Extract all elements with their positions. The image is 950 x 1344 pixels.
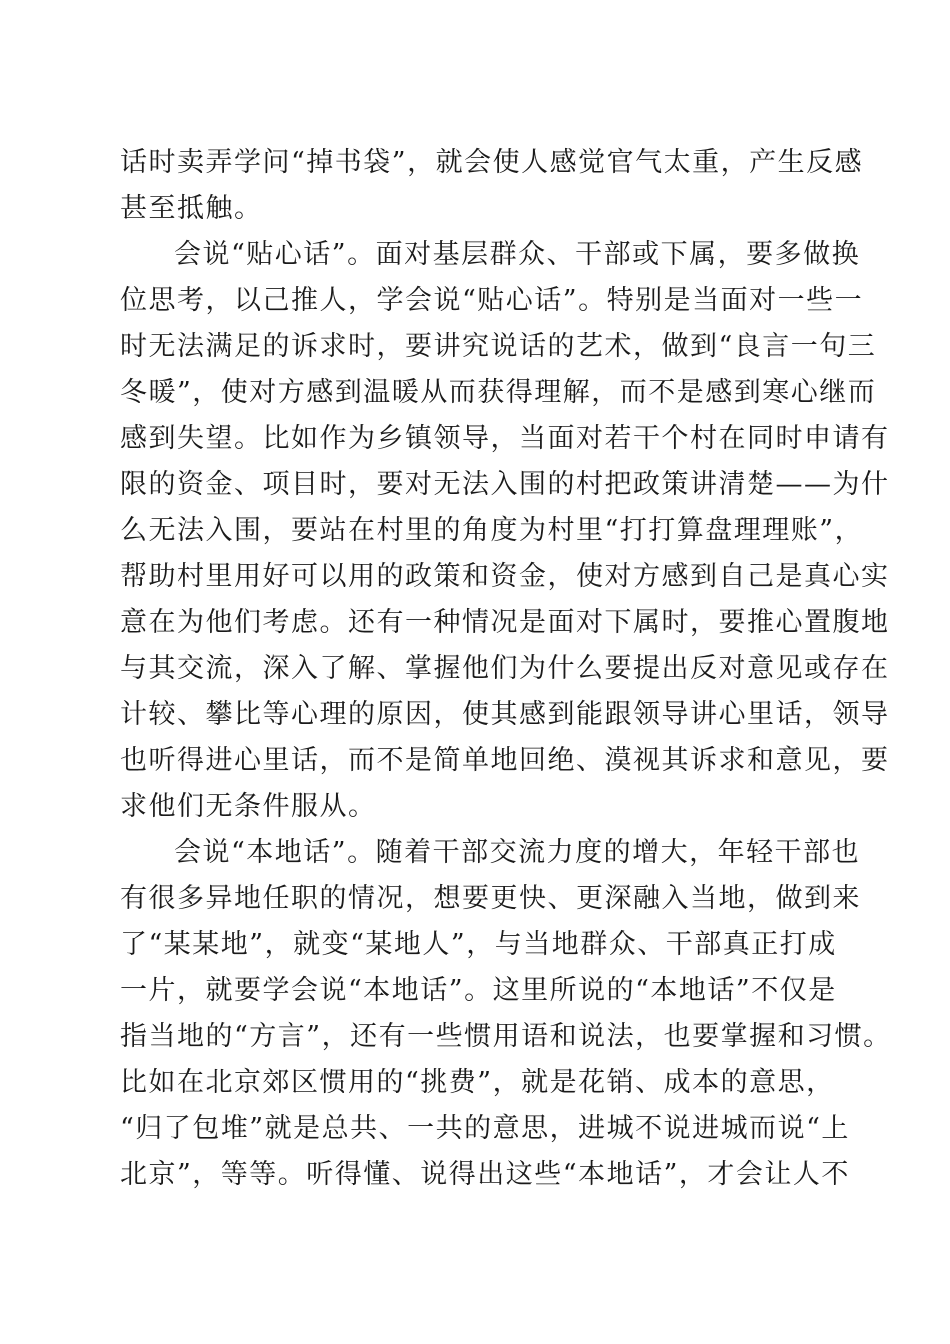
text-line: 指当地的“方言”，还有一些惯用语和说法，也要掌握和习惯。 bbox=[120, 1021, 892, 1052]
text-line: 了“某某地”，就变“某地人”，与当地群众、干部真正打成 bbox=[120, 929, 837, 960]
text-line: 限的资金、项目时，要对无法入围的村把政策讲清楚——为什 bbox=[120, 469, 890, 500]
text-line: 有很多异地任职的情况，想要更快、更深融入当地，做到来 bbox=[120, 883, 861, 914]
text-line: 位思考，以己推人，学会说“贴心话”。特别是当面对一些一 bbox=[120, 285, 864, 316]
text-line: 感到失望。比如作为乡镇领导，当面对若干个村在同时申请有 bbox=[120, 423, 890, 454]
text-line: 么无法入围，要站在村里的角度为村里“打打算盘理理账”， bbox=[120, 515, 864, 546]
text-line: 帮助村里用好可以用的政策和资金，使对方感到自己是真心实 bbox=[120, 561, 890, 592]
text-line: 也听得进心里话，而不是简单地回绝、漠视其诉求和意见，要 bbox=[120, 745, 890, 776]
text-line: 话时卖弄学问“掉书袋”，就会使人感觉官气太重，产生反感 bbox=[120, 147, 864, 178]
text-line: 与其交流，深入了解、掌握他们为什么要提出反对意见或存在 bbox=[120, 653, 890, 684]
text-line: 意在为他们考虑。还有一种情况是面对下属时，要推心置腹地 bbox=[120, 607, 890, 638]
text-line: 时无法满足的诉求时，要讲究说话的艺术，做到“良言一句三 bbox=[120, 331, 877, 362]
text-line: 一片，就要学会说“本地话”。这里所说的“本地话”不仅是 bbox=[120, 975, 837, 1006]
text-line: 冬暖”，使对方感到温暖从而获得理解，而不是感到寒心继而 bbox=[120, 377, 877, 408]
body-text bbox=[120, 140, 892, 1198]
text-line: 北京”，等等。听得懂、说得出这些“本地话”，才会让人不 bbox=[120, 1159, 850, 1190]
paragraph-start-line: 会说“本地话”。随着干部交流力度的增大，年轻干部也 bbox=[174, 837, 861, 868]
text-line: 求他们无条件服从。 bbox=[120, 791, 377, 822]
text-line: 比如在北京郊区惯用的“挑费”，就是花销、成本的意思， bbox=[120, 1067, 835, 1098]
text-line: 甚至抵触。 bbox=[120, 193, 263, 224]
text-line: “归了包堆”就是总共、一共的意思，进城不说进城而说“上 bbox=[120, 1113, 850, 1144]
text-line: 计较、攀比等心理的原因，使其感到能跟领导讲心里话，领导 bbox=[120, 699, 890, 730]
paragraph-start-line: 会说“贴心话”。面对基层群众、干部或下属，要多做换 bbox=[174, 239, 861, 270]
